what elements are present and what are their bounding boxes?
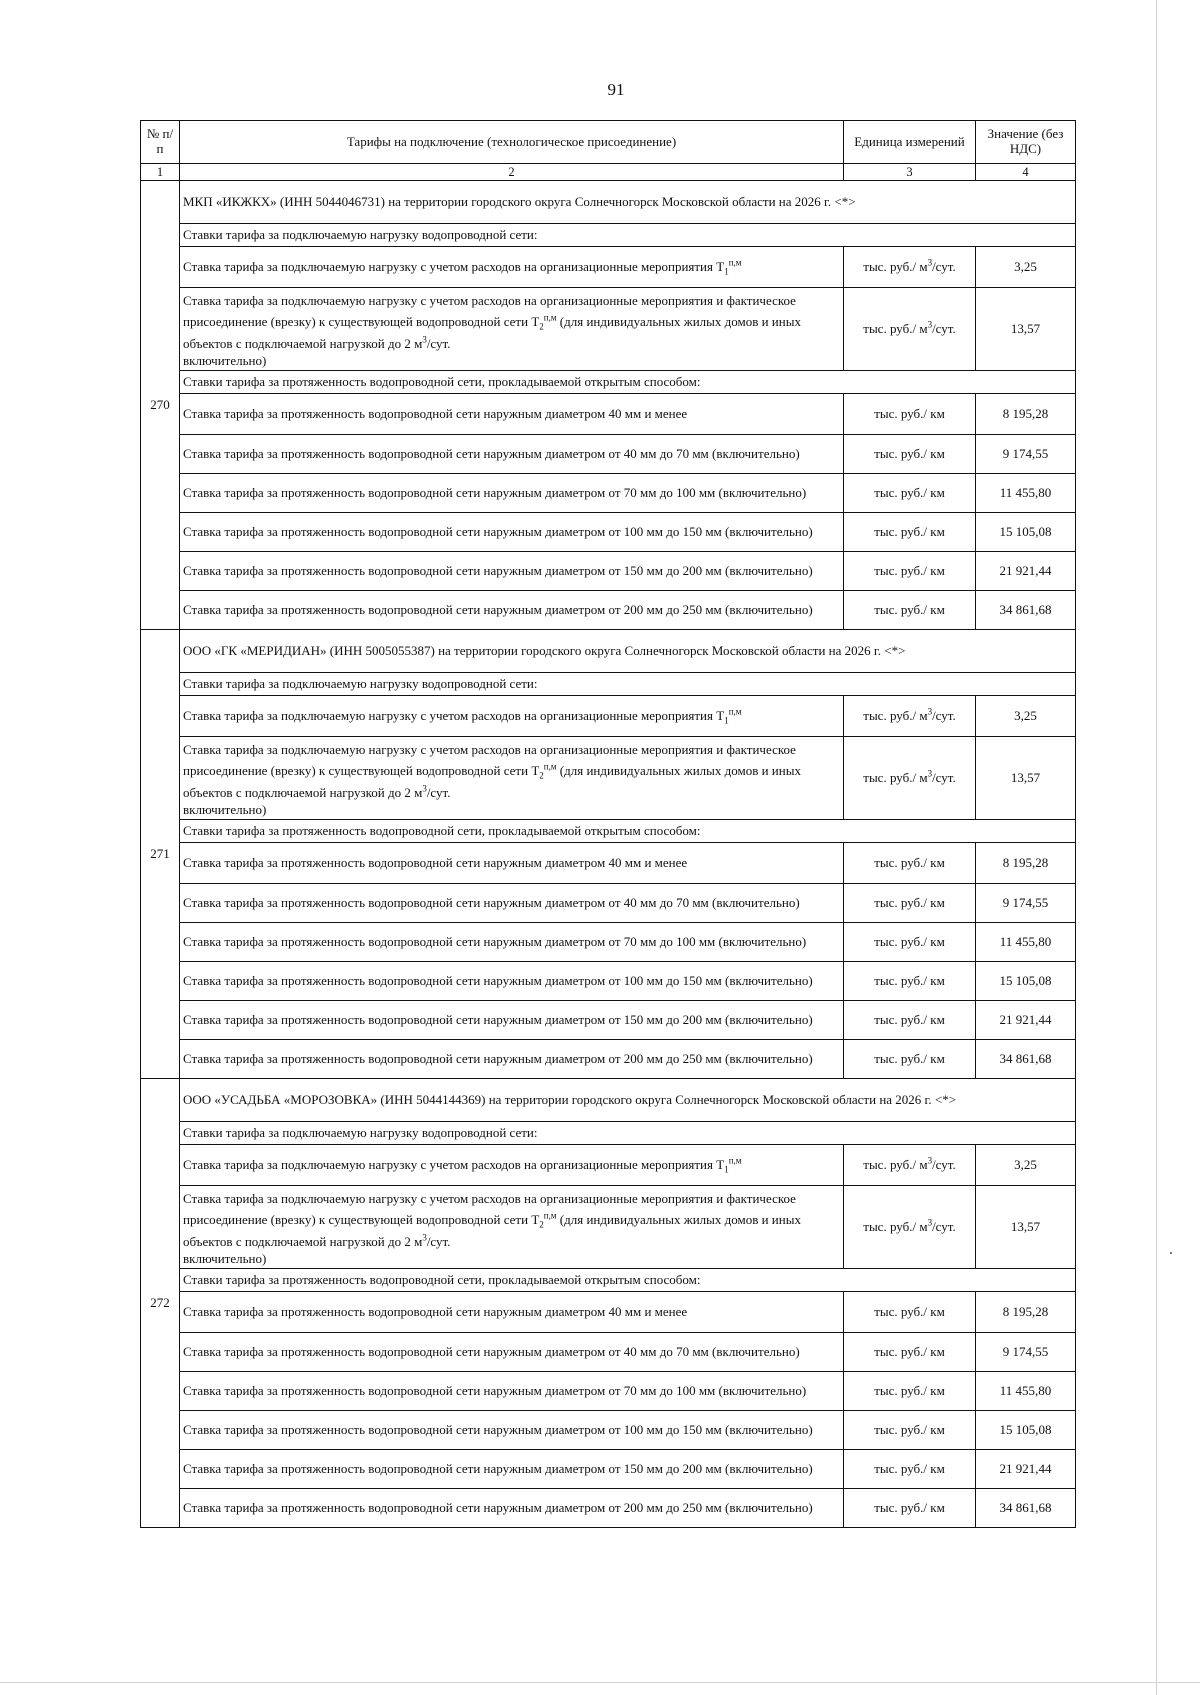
tariff-unit: тыс. руб./ км — [844, 474, 976, 513]
tariff-text: включительно) — [183, 802, 267, 817]
tariff-superscript: п,м — [728, 706, 742, 717]
org-title-row — [141, 181, 1076, 224]
tariff-name: Ставка тарифа за протяженность водопроводной сети наружным диаметром от 70 мм до 100 мм (включительно) — [180, 923, 844, 962]
org-title-row — [141, 1079, 1076, 1122]
tariff-unit: тыс. руб./ км — [844, 552, 976, 591]
tariff-text: Ставка тарифа за подключаемую нагрузку с учетом расходов на организационные мероприятия и фактическое присоединение (врезку) к существующей водопроводной сети T — [183, 292, 796, 330]
header-name: Тарифы на подключение (технологическое присоединение) — [180, 121, 844, 164]
section-row — [141, 1122, 1076, 1145]
tariff-name: Ставка тарифа за протяженность водопроводной сети наружным диаметром от 40 мм до 70 мм (включительно) — [180, 884, 844, 923]
section-length-title: Ставки тарифа за протяженность водопроводной сети, прокладываемой открытым способом: — [180, 371, 1076, 394]
unit-text: /сут. — [932, 707, 956, 723]
section-row — [141, 371, 1076, 394]
header-num: № п/п — [141, 121, 180, 164]
tariff-name: Ставка тарифа за протяженность водопроводной сети наружным диаметром от 100 мм до 150 мм (включительно) — [180, 962, 844, 1001]
unit-text: /сут. — [932, 1156, 956, 1172]
section-row — [141, 820, 1076, 843]
index-1: 1 — [141, 164, 180, 181]
unit-text: тыс. руб./ м — [863, 1218, 928, 1234]
tariff-text: Ставка тарифа за подключаемую нагрузку с учетом расходов на организационные мероприятия и фактическое присоединение (врезку) к существующей водопроводной сети T — [183, 741, 796, 779]
tariff-value: 11 455,80 — [976, 1372, 1076, 1411]
scan-edge-line — [1156, 0, 1157, 1695]
tariff-name — [180, 288, 844, 371]
table-index-row — [141, 164, 1076, 181]
section-row — [141, 224, 1076, 247]
tariff-row — [141, 843, 1076, 884]
tariff-value: 21 921,44 — [976, 1001, 1076, 1040]
tariff-name: Ставка тарифа за протяженность водопроводной сети наружным диаметром от 200 мм до 250 мм (включительно) — [180, 591, 844, 630]
tariff-unit — [844, 737, 976, 820]
tariff-row — [141, 1145, 1076, 1186]
tariff-text: (для индивидуальных жилых домов и иных объектов с подключаемой нагрузкой до 2 м — [183, 1212, 801, 1249]
tariff-superscript: п,м — [728, 257, 742, 268]
tariff-value: 15 105,08 — [976, 1411, 1076, 1450]
unit-text: /сут. — [932, 1218, 956, 1234]
tariff-row — [141, 591, 1076, 630]
tariff-value: 8 195,28 — [976, 394, 1076, 435]
tariff-value: 21 921,44 — [976, 1450, 1076, 1489]
tariff-unit: тыс. руб./ км — [844, 1372, 976, 1411]
unit-text: тыс. руб./ м — [863, 258, 928, 274]
tariff-value: 15 105,08 — [976, 962, 1076, 1001]
unit-superscript: 3 — [927, 257, 933, 268]
tariff-unit — [844, 288, 976, 371]
tariff-superscript: 3 — [422, 783, 427, 794]
tariff-name: Ставка тарифа за протяженность водопроводной сети наружным диаметром 40 мм и менее — [180, 1292, 844, 1333]
tariff-name: Ставка тарифа за протяженность водопроводной сети наружным диаметром от 200 мм до 250 мм (включительно) — [180, 1040, 844, 1079]
tariff-row — [141, 288, 1076, 371]
unit-superscript: 3 — [927, 319, 933, 330]
section-load-title: Ставки тарифа за подключаемую нагрузку водопроводной сети: — [180, 224, 1076, 247]
tariff-name — [180, 1186, 844, 1269]
tariff-unit: тыс. руб./ км — [844, 1001, 976, 1040]
tariff-unit: тыс. руб./ км — [844, 1450, 976, 1489]
tariff-superscript: п,м — [728, 1155, 742, 1166]
tariff-superscript: п,м — [543, 761, 557, 772]
tariff-unit: тыс. руб./ км — [844, 923, 976, 962]
tariff-unit — [844, 1145, 976, 1186]
tariff-row — [141, 513, 1076, 552]
index-3: 3 — [844, 164, 976, 181]
unit-text: тыс. руб./ м — [863, 769, 928, 785]
tariff-unit — [844, 247, 976, 288]
section-length-title: Ставки тарифа за протяженность водопроводной сети, прокладываемой открытым способом: — [180, 820, 1076, 843]
tariff-subscript: 2 — [539, 1219, 544, 1230]
tariff-unit: тыс. руб./ км — [844, 843, 976, 884]
tariff-superscript: п,м — [543, 1210, 557, 1221]
section-row — [141, 1269, 1076, 1292]
tariff-subscript: 1 — [724, 715, 729, 726]
tariff-row — [141, 1001, 1076, 1040]
tariff-superscript: 3 — [422, 334, 427, 345]
tariff-value: 11 455,80 — [976, 923, 1076, 962]
index-2: 2 — [180, 164, 844, 181]
tariff-superscript: 3 — [422, 1232, 427, 1243]
tariff-row — [141, 1450, 1076, 1489]
tariff-name: Ставка тарифа за протяженность водопроводной сети наружным диаметром от 70 мм до 100 мм (включительно) — [180, 1372, 844, 1411]
tariff-row — [141, 884, 1076, 923]
tariff-name: Ставка тарифа за протяженность водопроводной сети наружным диаметром от 100 мм до 150 мм (включительно) — [180, 513, 844, 552]
tariff-name: Ставка тарифа за протяженность водопроводной сети наружным диаметром 40 мм и менее — [180, 843, 844, 884]
tariff-unit: тыс. руб./ км — [844, 394, 976, 435]
section-length-title: Ставки тарифа за протяженность водопроводной сети, прокладываемой открытым способом: — [180, 1269, 1076, 1292]
tariff-row — [141, 1186, 1076, 1269]
tariff-row — [141, 1292, 1076, 1333]
tariff-unit: тыс. руб./ км — [844, 591, 976, 630]
tariff-text: Ставка тарифа за подключаемую нагрузку с учетом расходов на организационные мероприятия T — [183, 1156, 725, 1172]
tariff-value: 3,25 — [976, 247, 1076, 288]
tariff-text: /сут. — [426, 1233, 451, 1249]
tariff-subscript: 1 — [724, 1164, 729, 1175]
tariff-name: Ставка тарифа за протяженность водопроводной сети наружным диаметром от 70 мм до 100 мм (включительно) — [180, 474, 844, 513]
tariff-row — [141, 552, 1076, 591]
tariff-value: 9 174,55 — [976, 884, 1076, 923]
table-header-row — [141, 121, 1076, 164]
section-load-title: Ставки тарифа за подключаемую нагрузку водопроводной сети: — [180, 673, 1076, 696]
unit-text: тыс. руб./ м — [863, 320, 928, 336]
tariff-row — [141, 1333, 1076, 1372]
tariff-row — [141, 1411, 1076, 1450]
unit-superscript: 3 — [927, 1217, 933, 1228]
tariff-text: /сут. — [426, 784, 451, 800]
unit-text: /сут. — [932, 769, 956, 785]
unit-text: /сут. — [932, 320, 956, 336]
header-value: Значение (без НДС) — [976, 121, 1076, 164]
tariff-subscript: 2 — [539, 321, 544, 332]
tariff-unit: тыс. руб./ км — [844, 1489, 976, 1528]
unit-text: /сут. — [932, 258, 956, 274]
tariff-table — [140, 120, 1076, 1528]
tariff-text: (для индивидуальных жилых домов и иных объектов с подключаемой нагрузкой до 2 м — [183, 763, 801, 800]
tariff-row — [141, 474, 1076, 513]
tariff-row — [141, 435, 1076, 474]
index-4: 4 — [976, 164, 1076, 181]
tariff-row — [141, 394, 1076, 435]
tariff-row — [141, 696, 1076, 737]
unit-superscript: 3 — [927, 768, 933, 779]
tariff-unit — [844, 696, 976, 737]
scan-bottom-line — [0, 1682, 1200, 1683]
org-number: 271 — [141, 630, 180, 1079]
tariff-value: 34 861,68 — [976, 591, 1076, 630]
tariff-name: Ставка тарифа за протяженность водопроводной сети наружным диаметром от 150 мм до 200 мм (включительно) — [180, 1001, 844, 1040]
tariff-row — [141, 247, 1076, 288]
scan-speck — [1170, 1252, 1172, 1254]
page-number: 91 — [607, 80, 625, 99]
tariff-unit: тыс. руб./ км — [844, 1411, 976, 1450]
tariff-subscript: 2 — [539, 770, 544, 781]
tariff-unit: тыс. руб./ км — [844, 513, 976, 552]
tariff-name — [180, 247, 844, 288]
tariff-row — [141, 923, 1076, 962]
tariff-row — [141, 1372, 1076, 1411]
tariff-unit: тыс. руб./ км — [844, 962, 976, 1001]
tariff-value: 8 195,28 — [976, 1292, 1076, 1333]
unit-text: тыс. руб./ м — [863, 707, 928, 723]
tariff-value: 34 861,68 — [976, 1489, 1076, 1528]
tariff-name: Ставка тарифа за протяженность водопроводной сети наружным диаметром 40 мм и менее — [180, 394, 844, 435]
tariff-name: Ставка тарифа за протяженность водопроводной сети наружным диаметром от 100 мм до 150 мм (включительно) — [180, 1411, 844, 1450]
tariff-unit: тыс. руб./ км — [844, 1333, 976, 1372]
tariff-name: Ставка тарифа за протяженность водопроводной сети наружным диаметром от 40 мм до 70 мм (включительно) — [180, 435, 844, 474]
tariff-value: 3,25 — [976, 1145, 1076, 1186]
tariff-text: Ставка тарифа за подключаемую нагрузку с учетом расходов на организационные мероприятия T — [183, 258, 725, 274]
tariff-subscript: 1 — [724, 266, 729, 277]
tariff-text: включительно) — [183, 1251, 267, 1266]
tariff-value: 15 105,08 — [976, 513, 1076, 552]
org-title: ООО «ГК «МЕРИДИАН» (ИНН 5005055387) на территории городского округа Солнечногорск Московской области на 2026 г. <*> — [180, 630, 1076, 673]
unit-superscript: 3 — [927, 1155, 933, 1166]
tariff-value: 13,57 — [976, 1186, 1076, 1269]
org-number: 270 — [141, 181, 180, 630]
tariff-value: 11 455,80 — [976, 474, 1076, 513]
tariff-value: 13,57 — [976, 737, 1076, 820]
tariff-value: 13,57 — [976, 288, 1076, 371]
tariff-row — [141, 1040, 1076, 1079]
org-title-row — [141, 630, 1076, 673]
tariff-text: (для индивидуальных жилых домов и иных объектов с подключаемой нагрузкой до 2 м — [183, 314, 801, 351]
tariff-name — [180, 737, 844, 820]
tariff-value: 9 174,55 — [976, 435, 1076, 474]
org-title: МКП «ИКЖКХ» (ИНН 5044046731) на территории городского округа Солнечногорск Московской области на 2026 г. <*> — [180, 181, 1076, 224]
tariff-name: Ставка тарифа за протяженность водопроводной сети наружным диаметром от 150 мм до 200 мм (включительно) — [180, 552, 844, 591]
org-number: 272 — [141, 1079, 180, 1528]
tariff-text: Ставка тарифа за подключаемую нагрузку с учетом расходов на организационные мероприятия T — [183, 707, 725, 723]
tariff-unit — [844, 1186, 976, 1269]
section-row — [141, 673, 1076, 696]
tariff-name — [180, 696, 844, 737]
tariff-superscript: п,м — [543, 312, 557, 323]
tariff-name: Ставка тарифа за протяженность водопроводной сети наружным диаметром от 200 мм до 250 мм (включительно) — [180, 1489, 844, 1528]
org-title: ООО «УСАДЬБА «МОРОЗОВКА» (ИНН 5044144369) на территории городского округа Солнечногорск Московской области на 2026 г. <*> — [180, 1079, 1076, 1122]
tariff-row — [141, 962, 1076, 1001]
tariff-text: Ставка тарифа за подключаемую нагрузку с учетом расходов на организационные мероприятия и фактическое присоединение (врезку) к существующей водопроводной сети T — [183, 1190, 796, 1228]
tariff-unit: тыс. руб./ км — [844, 884, 976, 923]
tariff-unit: тыс. руб./ км — [844, 435, 976, 474]
tariff-name: Ставка тарифа за протяженность водопроводной сети наружным диаметром от 150 мм до 200 мм (включительно) — [180, 1450, 844, 1489]
tariff-row — [141, 1489, 1076, 1528]
tariff-value: 34 861,68 — [976, 1040, 1076, 1079]
tariff-value: 9 174,55 — [976, 1333, 1076, 1372]
tariff-unit: тыс. руб./ км — [844, 1040, 976, 1079]
header-unit: Единица измерений — [844, 121, 976, 164]
tariff-value: 8 195,28 — [976, 843, 1076, 884]
tariff-row — [141, 737, 1076, 820]
tariff-name — [180, 1145, 844, 1186]
tariff-value: 3,25 — [976, 696, 1076, 737]
section-load-title: Ставки тарифа за подключаемую нагрузку водопроводной сети: — [180, 1122, 1076, 1145]
tariff-text: /сут. — [426, 335, 451, 351]
tariff-name: Ставка тарифа за протяженность водопроводной сети наружным диаметром от 40 мм до 70 мм (включительно) — [180, 1333, 844, 1372]
unit-superscript: 3 — [927, 706, 933, 717]
unit-text: тыс. руб./ м — [863, 1156, 928, 1172]
tariff-text: включительно) — [183, 353, 267, 368]
tariff-value: 21 921,44 — [976, 552, 1076, 591]
tariff-unit: тыс. руб./ км — [844, 1292, 976, 1333]
